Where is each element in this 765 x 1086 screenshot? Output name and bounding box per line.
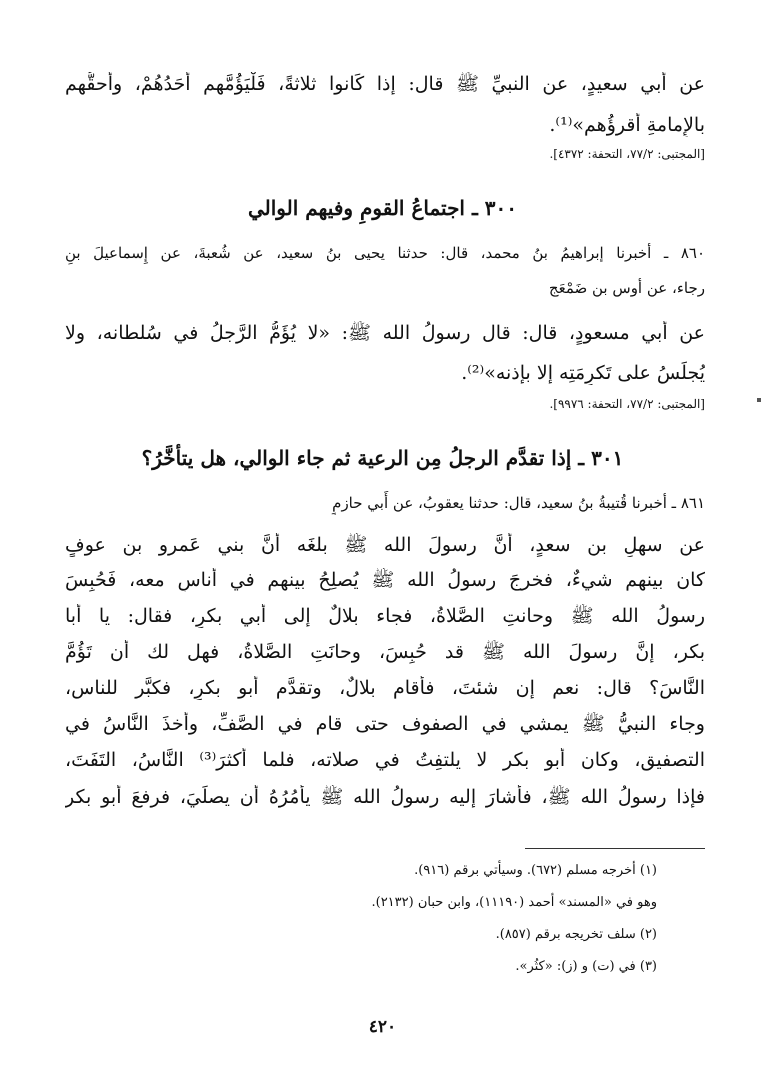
text-line: وجاء النبيُّ ﷺ يمشي في الصفوف حتى قام في الصَّفِّ، وأَخذَ النَّاسُ في <box>65 713 705 735</box>
source-reference: [المجتبى: ٧٧/٢، التحفة: ٩٩٧٦]. <box>549 397 705 411</box>
footnote: وهو في «المسند» أحمد (١١١٩٠)، وابن حبان (٢١٣٢). <box>371 895 657 910</box>
isnad-line: ٨٦٠ ـ أخبرنا إبراهيمُ بنُ محمد، قال: حدثنا يحيى بنُ سعيد، عن شُعبةَ، عن إِسماعيلَ بنِ <box>65 244 705 262</box>
source-reference: [المجتبى: ٧٧/٢، التحفة: ٤٣٧٢]. <box>549 147 705 161</box>
chapter-heading: ٣٠٠ ـ اجتماعُ القومِ وفيهم الوالي <box>247 196 518 220</box>
scan-mark <box>757 398 761 402</box>
footnote: (٢) سلف تخريجه برقم (٨٥٧). <box>495 927 657 942</box>
text-line: عن سهلِ بن سعدٍ، أَنَّ رسولَ الله ﷺ بلغَه أَنَّ بني عَمرو بنِ عوفٍ <box>65 534 705 556</box>
text-line: كان بينهم شيءٌ، فخرجَ رسولُ الله ﷺ يُصلِحُ بينهم في أُناسٍ معه، فَحُبِسَ <box>65 569 705 591</box>
isnad-line: ٨٦١ ـ أخبرنا قُتيبةُ بنُ سعيد، قال: حدثنا يعقوبُ، عن أَبي حازمٍ <box>332 494 705 512</box>
text-line: النَّاسَ؟ قال: نعم إن شئتَ، فأَقام بلالٌ، وتقدَّم أَبو بكرٍ، فكبَّر للناس، <box>65 677 705 699</box>
text-line: التصفيق، وكان أَبو بكر لا يلتفِتُ في صلاته، فلما أَكثرَ⁽³⁾ النَّاسُ، التَفَتَ، <box>65 749 705 771</box>
text-line: يُجلَسُ على تَكرِمَتِه إلا بإذنه»⁽²⁾. <box>461 362 705 384</box>
chapter-heading: ٣٠١ ـ إذا تقدَّم الرجلُ مِن الرعية ثم جاء الوالي، هل يتأخَّرُ؟ <box>141 446 624 470</box>
text-line: بالإِمامةِ أَقرؤُهم»⁽¹⁾. <box>549 114 705 136</box>
text-line: عن أَبي سعيدٍ، عن النبيِّ ﷺ قال: إذا كَانوا ثلاثةً، فَلْيَؤُمَّهم أَحَدُهُمْ، وأَحقُّهم <box>65 73 705 95</box>
footnote-separator <box>525 848 705 849</box>
text-line: بكر، إنَّ رسولَ الله ﷺ قد حُبِسَ، وحانَتِ الصَّلاةُ، فهل لك أَن تَؤُمَّ <box>65 641 705 663</box>
isnad-line: رجاء، عن أوس بن ضَمْعَج <box>548 279 705 297</box>
footnote: (٣) في (ت) و (ز): «كثُر». <box>515 959 657 974</box>
page-number: ٤٢٠ <box>368 1017 397 1037</box>
text-line: عن أَبي مسعودٍ، قال: قال رسولُ الله ﷺ: «لا يُؤَمُّ الرَّجلُ في سُلطانه، ولا <box>65 322 705 344</box>
text-line: رسولُ الله ﷺ وحانتِ الصَّلاةُ، فجاء بلالٌ إلى أَبي بكرٍ، فقال: يا أَبا <box>65 605 705 627</box>
footnote: (١) أخرجه مسلم (٦٧٢). وسيأتي برقم (٩١٦). <box>414 863 657 878</box>
text-line: فإذا رسولُ الله ﷺ، فأَشارَ إليه رسولُ الله ﷺ يأمُرُهُ أَن يصلِّيَ، فرفعَ أَبو بكر <box>65 786 705 808</box>
